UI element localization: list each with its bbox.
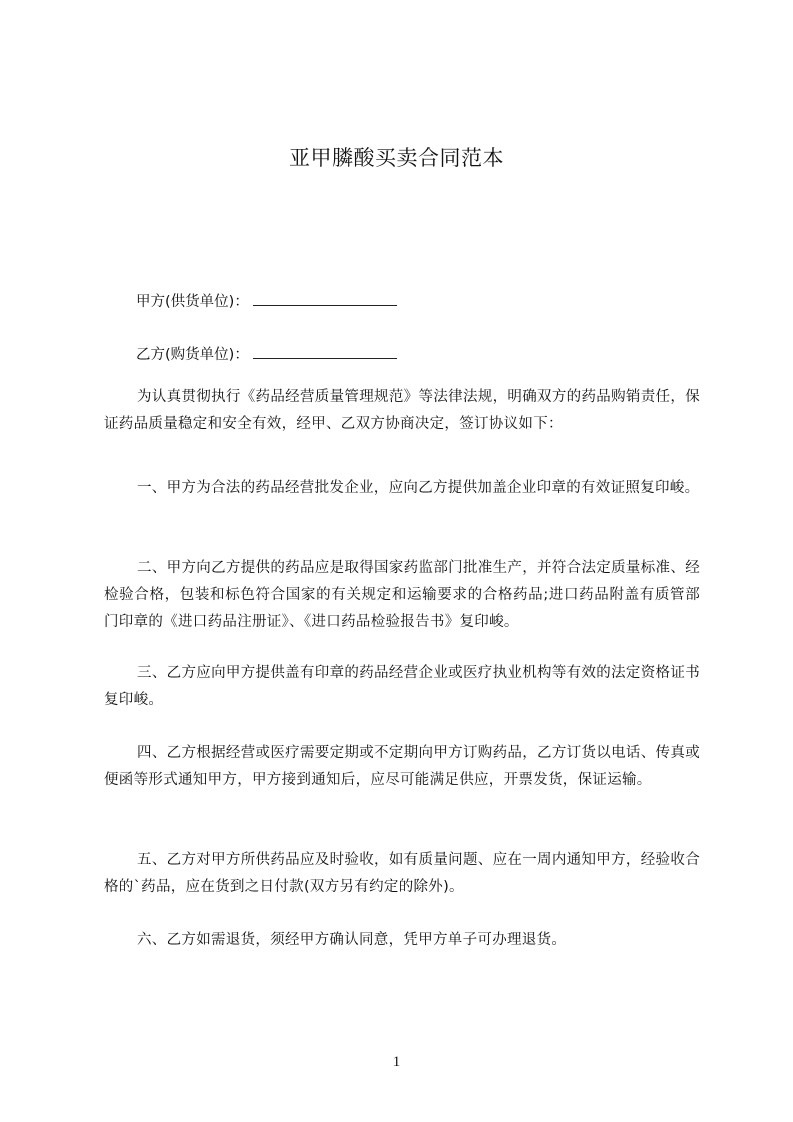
clause-paragraph-4: 四、乙方根据经营或医疗需要定期或不定期向甲方订购药品，乙方订货以电话、传真或便函等形式通知甲方，甲方接到通知后，应尽可能满足供应，开票发货，保证运输。 <box>104 745 700 788</box>
preamble-paragraph: 为认真贯彻执行《药品经营质量管理规范》等法律法规，明确双方的药品购销责任，保证药品质量稳定和安全有效，经甲、乙双方协商决定，签订协议如下： <box>104 389 700 432</box>
clause-paragraph-6: 六、乙方如需退货，须经甲方确认同意，凭甲方单子可办理退货。 <box>137 932 567 948</box>
clause-paragraph-3: 三、乙方应向甲方提供盖有印章的药品经营企业或医疗执业机构等有效的法定资格证书复印峻。 <box>104 665 700 708</box>
clause-paragraph-2: 二、甲方向乙方提供的药品应是取得国家药监部门批准生产，并符合法定质量标准、经检验合格，包装和标色符合国家的有关规定和运输要求的合格药品;进口药品附盖有质管部门印章的《进口药品注册证》、《进口药品检验报告书》复印峻。 <box>104 560 700 630</box>
party-b-blank-line <box>253 342 397 359</box>
clause-paragraph-1: 一、甲方为合法的药品经营批发企业，应向乙方提供加盖企业印章的有效证照复印峻。 <box>137 480 700 496</box>
page-number: 1 <box>392 1054 401 1070</box>
party-a-blank-line <box>253 289 397 306</box>
clause-paragraph-5: 五、乙方对甲方所供药品应及时验收，如有质量问题、应在一周内通知甲方，经验收合格的`药品，应在货到之日付款(双方另有约定的除外)。 <box>104 852 700 895</box>
party-a-field <box>136 289 397 311</box>
party-b-field <box>136 342 397 364</box>
party-a-label: 甲方(供货单位)： <box>136 294 249 310</box>
document-title: 亚甲膦酸买卖合同范本 <box>289 146 504 170</box>
party-b-label: 乙方(购货单位)： <box>136 347 249 363</box>
